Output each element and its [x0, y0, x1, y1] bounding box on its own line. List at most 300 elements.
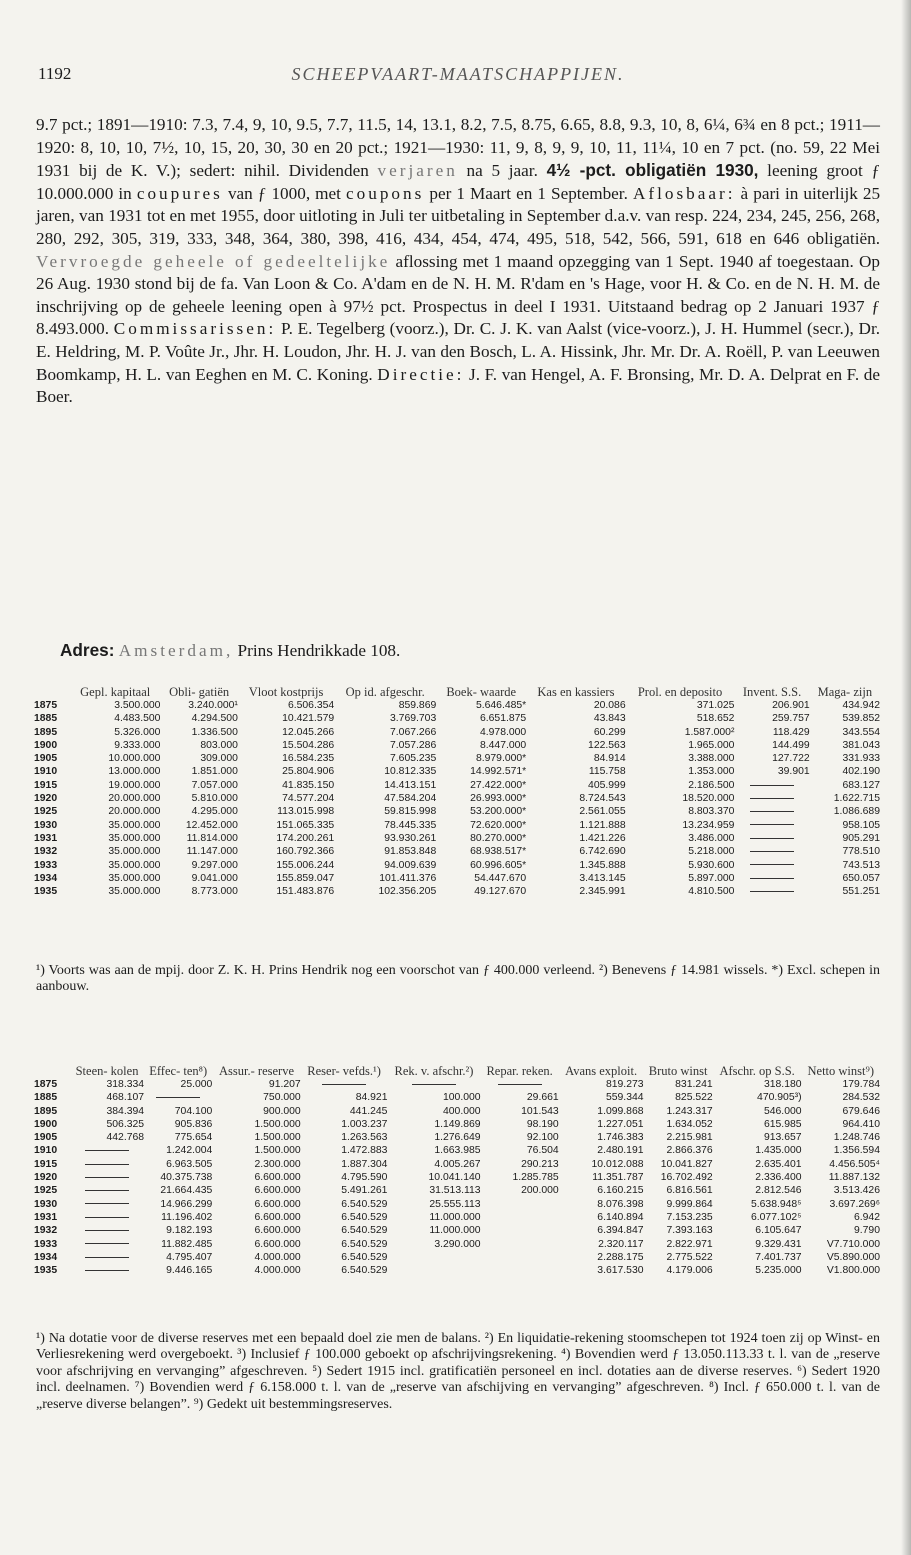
table-cell [481, 1078, 559, 1091]
row-year: 1885 [34, 1092, 58, 1104]
table-row [34, 726, 880, 739]
table-cell: 179.784 [842, 1079, 880, 1090]
table-cell: 6.394.847 [597, 1225, 644, 1237]
table-cell: 53.200.000* [470, 806, 527, 818]
table-cell: 6.540.529 [341, 1251, 388, 1263]
table-cell: 2.336.400 [755, 1172, 802, 1184]
table-cell: 3.769.703 [390, 713, 437, 725]
table-cell: 40.375.738 [160, 1172, 213, 1184]
table-cell: 10.812.335 [384, 766, 437, 778]
table-cell: 905.836 [174, 1118, 213, 1130]
table-cell: 259.757 [772, 713, 810, 725]
table-cell: 11.882.485 [161, 1238, 213, 1250]
table-cell [481, 1251, 559, 1264]
table-cell: 144.499 [772, 739, 810, 751]
table-cell: 400.000 [442, 1105, 481, 1117]
table-cell: 25.555.113 [429, 1198, 481, 1210]
table-cell: 1.356.594 [833, 1145, 880, 1157]
table-row [34, 1211, 880, 1224]
table-row [34, 712, 880, 725]
table-row [34, 1251, 880, 1264]
table-cell: 101.411.376 [379, 872, 437, 884]
column-header [34, 686, 70, 699]
table-cell: 13.000.000 [108, 766, 161, 778]
table-cell: 10.421.579 [282, 713, 335, 725]
table-cell: 6.506.354 [287, 700, 335, 711]
table-cell: 8.979.000* [475, 753, 527, 765]
vervroegde-term: Vervroegde geheele of gedeeltelijke [36, 251, 391, 271]
table-row [34, 1184, 880, 1197]
table-cell: 905.291 [842, 832, 880, 844]
table-cell: 3.697.269⁶ [829, 1198, 880, 1210]
table-cell: 4.000.000 [254, 1251, 301, 1263]
table-cell: 155.859.047 [276, 872, 335, 884]
empty-dash [85, 1243, 129, 1244]
table-cell: 11.196.402 [161, 1211, 213, 1223]
address [60, 640, 400, 661]
empty-dash [750, 811, 794, 812]
table-cell: 371.025 [696, 700, 735, 711]
column-header: Afschr. op S.S. [719, 1064, 795, 1078]
table-cell: 4.295.000 [191, 806, 238, 818]
table-row [34, 1224, 880, 1237]
table-cell: 13.234.959 [682, 819, 735, 831]
table-cell: 7.153.235 [666, 1211, 713, 1223]
table-cell: 3.500.000 [114, 700, 161, 711]
table-cell: 20.000.000 [108, 793, 161, 805]
table-cell: 343.554 [842, 726, 880, 738]
table-cell: 7.401.737 [755, 1251, 802, 1263]
row-year: 1931 [34, 1211, 58, 1223]
column-header [34, 1065, 70, 1078]
table-cell: 29.661 [526, 1092, 559, 1104]
table-cell: 470.905³) [757, 1092, 802, 1104]
table-cell: 4.294.500 [191, 713, 238, 725]
aflosbaar-label: Aflosbaar: [632, 183, 736, 203]
page-number: 1192 [38, 64, 72, 83]
table-row [34, 885, 880, 898]
table-cell: 11.351.787 [592, 1172, 644, 1184]
table-cell: 14.413.151 [384, 779, 437, 791]
table-row [34, 805, 880, 818]
table-cell: 35.000.000 [108, 886, 161, 898]
row-year: 1920 [34, 793, 58, 805]
table-cell: 1.121.888 [579, 819, 626, 831]
column-header: Invent. S.S. [742, 685, 802, 699]
table-cell: 20.000.000 [108, 806, 161, 818]
table-cell: 318.180 [763, 1079, 802, 1090]
table-cell: 1.887.304 [341, 1158, 388, 1170]
table-cell: 518.652 [696, 713, 735, 725]
table-cell [734, 872, 809, 885]
row-year: 1910 [34, 766, 58, 778]
table-cell: 964.410 [842, 1118, 880, 1130]
table-cell: 2.635.401 [755, 1158, 802, 1170]
table-cell: 174.200.261 [276, 832, 335, 844]
table-cell: 743.513 [842, 859, 880, 871]
table-cell [70, 1238, 144, 1251]
table-row [34, 1238, 880, 1251]
table-cell: 9.333.000 [114, 739, 161, 751]
row-year: 1915 [34, 779, 58, 791]
table-cell [387, 1078, 480, 1091]
table-cell: 93.930.261 [384, 832, 437, 844]
table-cell: 803.000 [200, 739, 238, 751]
address-city: Amsterdam, [118, 641, 234, 660]
empty-dash [750, 851, 794, 852]
table-cell: 4.005.267 [434, 1158, 481, 1170]
text-fragment: na 5 jaar. [466, 161, 538, 181]
column-header: Steen- kolen [75, 1064, 139, 1078]
empty-dash [412, 1084, 456, 1085]
empty-dash [750, 838, 794, 839]
table-cell: 9.182.193 [166, 1225, 213, 1237]
row-year: 1895 [34, 1105, 58, 1117]
column-header: Assur.- reserve [219, 1064, 294, 1078]
table-cell: 4.179.006 [666, 1265, 713, 1277]
table-cell: 5.930.600 [688, 859, 735, 871]
table-cell: 831.241 [675, 1079, 713, 1090]
table-cell: 381.043 [842, 739, 880, 751]
table-cell: 539.852 [842, 713, 880, 725]
column-header: Prol. en deposito [637, 685, 723, 699]
table-cell: 2.812.546 [755, 1185, 802, 1197]
table-cell: 3.388.000 [688, 753, 735, 765]
table-cell: 5.897.000 [688, 872, 735, 884]
table-cell: 900.000 [263, 1105, 301, 1117]
table-cell: 5.638.948⁵ [750, 1198, 802, 1210]
table-cell: 442.768 [106, 1132, 145, 1144]
table-cell: 1.421.226 [579, 832, 626, 844]
table-cell: 402.190 [842, 766, 880, 778]
table-row [34, 1198, 880, 1211]
table-cell: 6.600.000 [254, 1238, 301, 1250]
column-header: Effec- ten⁸) [149, 1064, 208, 1078]
table-cell: 331.933 [842, 753, 880, 765]
table-cell: 6.540.529 [341, 1238, 388, 1250]
table-cell: 12.045.266 [282, 726, 335, 738]
empty-dash [750, 891, 794, 892]
table-cell [70, 1211, 144, 1224]
table-cell: 5.491.261 [341, 1185, 388, 1197]
table-cell: 41.835.150 [282, 779, 335, 791]
empty-dash [750, 798, 794, 799]
empty-dash [85, 1257, 129, 1258]
table-cell: 6.540.529 [341, 1265, 388, 1277]
table-cell: 59.815.998 [384, 806, 437, 818]
table-cell: 1.263.563 [341, 1132, 388, 1144]
column-header: Op id. afgeschr. [345, 685, 425, 699]
table-row [34, 1118, 880, 1131]
table-cell: 1.243.317 [666, 1105, 713, 1117]
directors-list: J. F. van Hengel, A. F. Bronsing, Mr. D. A. Delprat en F. de Boer. [36, 364, 880, 407]
column-header: Gepl. kapitaal [80, 685, 151, 699]
table-cell: 98.190 [526, 1118, 559, 1130]
table-cell: 60.996.605* [470, 859, 527, 871]
table-cell: 200.000 [521, 1185, 559, 1197]
table-cell: 151.483.876 [276, 886, 335, 898]
table-cell: 54.447.670 [474, 872, 527, 884]
table-cell: 118.429 [772, 726, 810, 738]
empty-dash [322, 1084, 366, 1085]
table-cell: 25.804.906 [282, 766, 335, 778]
table-cell: 5.646.485* [475, 700, 527, 711]
empty-dash [85, 1177, 129, 1178]
table-cell: 16.584.235 [282, 753, 335, 765]
table-cell: 4.810.500 [688, 886, 735, 898]
table-cell: 1.336.500 [191, 726, 238, 738]
table-cell: 10.041.827 [660, 1158, 713, 1170]
bond-title: 4½ -pct. obligatiën 1930, [546, 160, 759, 181]
table-cell: 15.504.286 [282, 739, 335, 751]
table-cell: 6.600.000 [254, 1198, 301, 1210]
table-row [34, 699, 880, 712]
page-edge-shadow [901, 0, 911, 1555]
column-header: Boek- waarde [446, 685, 517, 699]
column-header: Avans exploit. [565, 1064, 638, 1078]
table-cell: 679.646 [842, 1105, 880, 1117]
table-cell: 1.851.000 [191, 766, 238, 778]
table-cell: 551.251 [842, 886, 880, 898]
empty-dash [498, 1084, 542, 1085]
table-cell: 1.099.868 [597, 1105, 644, 1117]
table-cell: 9.790 [853, 1225, 880, 1237]
table-cell: 819.273 [605, 1079, 644, 1090]
row-year: 1875 [34, 700, 58, 711]
table-cell: 8.803.370 [688, 806, 735, 818]
table-row [34, 1105, 880, 1118]
table-row [34, 1131, 880, 1144]
profit-loss-table [34, 1065, 880, 1277]
row-year: 1933 [34, 1238, 58, 1250]
empty-dash [85, 1150, 129, 1151]
table-cell: 100.000 [442, 1092, 481, 1104]
table-cell: 6.540.529 [341, 1211, 388, 1223]
table-cell: 1.965.000 [688, 739, 735, 751]
table-cell: 76.504 [526, 1145, 559, 1157]
table-cell: 546.000 [763, 1105, 802, 1117]
table-cell: 5.235.000 [755, 1265, 802, 1277]
table-row [34, 765, 880, 778]
table-cell: 2.186.500 [688, 779, 735, 791]
table-cell: 11.000.000 [429, 1211, 481, 1223]
table-cell: 778.510 [842, 846, 880, 858]
table-cell: 8.447.000 [479, 739, 527, 751]
table-cell [734, 805, 809, 818]
table-cell: 6.600.000 [254, 1185, 301, 1197]
table-cell: 39.901 [777, 766, 810, 778]
table-cell: 318.334 [106, 1079, 145, 1090]
table-cell: 2.288.175 [597, 1251, 644, 1263]
table-cell: 7.393.163 [666, 1225, 713, 1237]
table-cell: 6.742.690 [579, 846, 626, 858]
coupons-term: coupons [346, 183, 425, 203]
table-cell: 6.077.102⁵ [750, 1211, 802, 1223]
directie-label: Directie: [377, 364, 465, 384]
row-year: 1910 [34, 1145, 58, 1157]
column-header: Kas en kassiers [537, 685, 615, 699]
row-year: 1933 [34, 859, 58, 871]
table-cell: 3.240.000¹ [188, 700, 238, 711]
table-cell: 1.587.000² [684, 726, 735, 738]
row-year: 1920 [34, 1172, 58, 1184]
row-year: 1931 [34, 832, 58, 844]
table-cell: 284.532 [842, 1092, 880, 1104]
table-cell: 384.394 [106, 1105, 145, 1117]
verjaren-term: verjaren [377, 161, 458, 181]
table-cell: 31.513.113 [429, 1185, 481, 1197]
table-cell [144, 1091, 212, 1104]
empty-dash [85, 1190, 129, 1191]
table-cell: 20.086 [593, 700, 626, 711]
table-cell: 12.452.000 [185, 819, 238, 831]
row-year: 1925 [34, 806, 58, 818]
table-cell: 91.853.848 [384, 846, 437, 858]
table-cell: 91.207 [268, 1079, 301, 1090]
table-cell: 35.000.000 [108, 819, 161, 831]
running-title: SCHEEPVAART-MAATSCHAPPIJEN. [291, 64, 625, 84]
table-cell [734, 792, 809, 805]
table-cell: 2.300.000 [254, 1158, 301, 1170]
table-cell [734, 845, 809, 858]
table-cell: 21.664.435 [160, 1185, 213, 1197]
table-header-row [34, 686, 880, 699]
table-cell: 18.520.000 [682, 793, 735, 805]
table-row [34, 739, 880, 752]
table-cell: 94.009.639 [384, 859, 437, 871]
table-cell: 27.422.000* [470, 779, 527, 791]
table-cell: 80.270.000* [470, 832, 527, 844]
table-cell: 1.003.237 [341, 1118, 388, 1130]
table-cell: 1.746.383 [597, 1132, 644, 1144]
table-cell: 2.320.117 [598, 1238, 644, 1250]
table-cell [481, 1238, 559, 1251]
table-cell [301, 1078, 388, 1091]
table-cell [70, 1251, 144, 1264]
commissioners-list: P. E. Tegelberg (voorz.), Dr. C. J. K. van Aalst (vice-voorz.), J. H. Hummel (secr.), Dr. E. Heldring, M. P. Voûte Jr., Jhr. H. Loudon, Jhr. H. J. van den Bosch, L. A. Hissink, Jhr. Mr. Dr. A. Roëll, P. van Leeuwen Boomkamp, H. L. van Eeghen en M. C. Koning. [36, 319, 881, 384]
address-street: Prins Hendrikkade 108. [237, 641, 401, 660]
table-cell: 309.000 [200, 753, 238, 765]
redemption-schedule: à pari in uiterlijk 25 jaren, van 1931 tot en met 1955, door uitloting in Juli ter uitbetaling in September d.a.v. van resp. 224, 234, 245, 256, 268, 280, 292, 305, 319, 333, 348, 364, 380, 398, 416, 434, 454, 474, 495, 518, 542, 566, 591, 618 en 646 obligatiën. [36, 183, 881, 248]
table-cell: 6.540.529 [341, 1225, 388, 1237]
table-cell: 825.522 [675, 1092, 713, 1104]
table-cell: 506.325 [106, 1118, 145, 1130]
table-row [34, 1078, 880, 1091]
empty-dash [85, 1203, 129, 1204]
row-year: 1930 [34, 819, 58, 831]
table-cell: 704.100 [174, 1105, 213, 1117]
table-cell: 5.326.000 [114, 726, 161, 738]
row-year: 1875 [34, 1079, 58, 1090]
table-row [34, 859, 880, 872]
table-cell: 160.792.366 [276, 846, 335, 858]
table-cell: 434.942 [842, 700, 880, 711]
table-cell: 1.472.883 [341, 1145, 388, 1157]
table-cell: 11.147.000 [186, 846, 238, 858]
column-header: Bruto winst [648, 1064, 708, 1078]
table-row [34, 779, 880, 792]
table-cell: 3.486.000 [688, 832, 735, 844]
table-cell: 4.483.500 [114, 713, 161, 725]
table-cell: 115.758 [588, 766, 626, 778]
table-cell: 9.446.165 [166, 1265, 213, 1277]
row-year: 1935 [34, 1265, 58, 1277]
table-cell: 6.600.000 [254, 1172, 301, 1184]
row-year: 1900 [34, 739, 58, 751]
table-cell [387, 1251, 480, 1264]
table-cell: V7.710.000 [826, 1238, 880, 1250]
table-cell: 7.057.000 [191, 779, 238, 791]
column-header: Vloot kostprijs [248, 685, 324, 699]
table-cell: 615.985 [763, 1118, 802, 1130]
table-cell: 151.065.335 [276, 819, 335, 831]
table-cell: 122.563 [588, 739, 626, 751]
table-cell: 74.577.204 [282, 793, 335, 805]
table-cell: 35.000.000 [108, 846, 161, 858]
empty-dash [750, 824, 794, 825]
row-year: 1925 [34, 1185, 58, 1197]
table-cell [481, 1198, 559, 1211]
table-cell: 10.000.000 [108, 753, 161, 765]
column-header: Maga- zijn [817, 685, 873, 699]
table-cell [734, 779, 809, 792]
table-cell: 9.297.000 [191, 859, 238, 871]
empty-dash [750, 878, 794, 879]
table-cell: 10.041.140 [428, 1172, 481, 1184]
table-cell: 1.345.888 [579, 859, 626, 871]
empty-dash [750, 785, 794, 786]
table-row [34, 1144, 880, 1157]
dividend-history: 9.7 pct.; 1891—1910: 7.3, 7.4, 9, 10, 9.5, 7.7, 11.5, 14, 13.1, 8.2, 7.5, 8.75, 6.65, 8.8, 9.3, 10, 8, 6¼, 6¾ en 8 pct.; 1911—1920: 8, 10, 10, 7½, 10, 15, 20, 30, 30 en 20 pct.; 1921—1930: 11, 9, 8, 9, 9, 10, 11, 11¼, 10 en 7 pct. (no. 59, 22 Mei 1931 bij de K. V.); sedert: nihil. Dividenden [36, 115, 880, 181]
table-cell: 9.999.864 [666, 1198, 713, 1210]
empty-dash [156, 1097, 200, 1098]
table-cell: 1.276.649 [434, 1132, 481, 1144]
text-fragment: per 1 Maart en 1 September. [429, 183, 628, 203]
table-cell: 5.810.000 [191, 793, 238, 805]
table-cell [734, 859, 809, 872]
row-year: 1935 [34, 886, 58, 898]
column-header: Rek. v. afschr.²) [394, 1064, 474, 1078]
table-cell: 4.978.000 [479, 726, 527, 738]
table-cell: 49.127.670 [474, 886, 527, 898]
table-cell: 7.605.235 [390, 753, 437, 765]
row-year: 1934 [34, 1251, 58, 1263]
table-cell: 6.140.894 [597, 1211, 644, 1223]
table-cell: 8.076.398 [597, 1198, 644, 1210]
table-cell: 6.816.561 [666, 1185, 713, 1197]
table-cell: 84.914 [593, 753, 626, 765]
table-row [34, 752, 880, 765]
column-header: Reser- vefds.¹) [307, 1064, 381, 1078]
table-cell: 6.160.215 [597, 1185, 644, 1197]
table-cell: 1.227.051 [597, 1118, 644, 1130]
table-cell: 1.500.000 [254, 1118, 301, 1130]
row-year: 1895 [34, 726, 58, 738]
table-row [34, 792, 880, 805]
empty-dash [85, 1164, 129, 1165]
table-cell [481, 1224, 559, 1237]
coupures-term: coupures [136, 183, 223, 203]
table-row [34, 819, 880, 832]
table-cell [481, 1264, 559, 1277]
table-cell: 4.795.590 [341, 1172, 388, 1184]
table-cell: 2.822.971 [666, 1238, 713, 1250]
table1-footnotes: ¹) Voorts was aan de mpij. door Z. K. H. Prins Hendrik nog een voorschot van ƒ 400.000 verleend. ²) Benevens ƒ 14.981 wissels. *) Excl. schepen in aanbouw. [36, 963, 880, 995]
table-cell: V1.800.000 [826, 1265, 880, 1277]
table-cell: 1.285.785 [512, 1172, 559, 1184]
table-cell [734, 885, 809, 898]
table-cell: 405.999 [588, 779, 626, 791]
